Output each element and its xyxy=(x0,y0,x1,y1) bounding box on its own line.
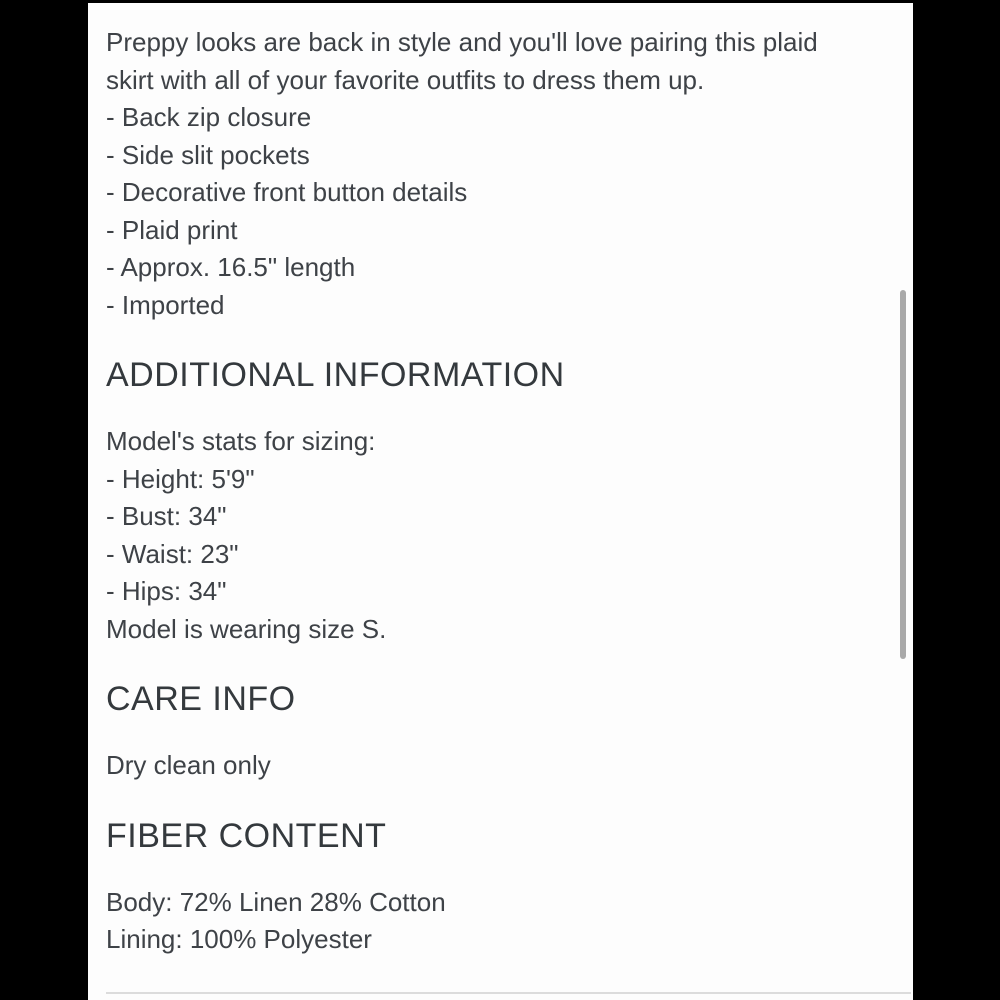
scrollbar-thumb[interactable] xyxy=(900,290,906,659)
detail-line: - Bust: 34" xyxy=(106,501,227,531)
product-description: Preppy looks are back in style and you'll love pairing this plaid skirt with all of your favorite outfits to dress them up. xyxy=(106,27,818,95)
description-bullet-list xyxy=(106,99,854,324)
detail-line: - Hips: 34" xyxy=(106,576,227,606)
detail-line: Body: 72% Linen 28% Cotton xyxy=(106,886,446,917)
section-divider xyxy=(106,992,911,994)
section-heading-care-info: CARE INFO xyxy=(106,680,296,718)
description-bullet: - Back zip closure xyxy=(106,102,312,132)
detail-line: - Height: 5'9" xyxy=(106,463,255,494)
section-heading-additional-information: ADDITIONAL INFORMATION xyxy=(106,356,565,394)
detail-line: - Waist: 23" xyxy=(106,538,239,569)
detail-line: Lining: 100% Polyester xyxy=(106,924,372,954)
care-info-list xyxy=(106,747,854,785)
description-bullet: - Side slit pockets xyxy=(106,139,310,170)
fiber-content-list xyxy=(106,884,854,959)
description-bullet: - Decorative front button details xyxy=(106,177,468,207)
product-details-text xyxy=(106,24,854,959)
detail-line: Model's stats for sizing: xyxy=(106,426,376,456)
description-bullet: - Plaid print xyxy=(106,214,238,245)
description-bullet: - Imported xyxy=(106,289,225,320)
sizing-info-list xyxy=(106,423,854,648)
section-heading-fiber-content: FIBER CONTENT xyxy=(106,816,387,855)
product-details-panel xyxy=(88,3,913,1000)
description-bullet: - Approx. 16.5" length xyxy=(106,252,356,282)
detail-line: Dry clean only xyxy=(106,750,271,780)
detail-line: Model is wearing size S. xyxy=(106,613,387,644)
